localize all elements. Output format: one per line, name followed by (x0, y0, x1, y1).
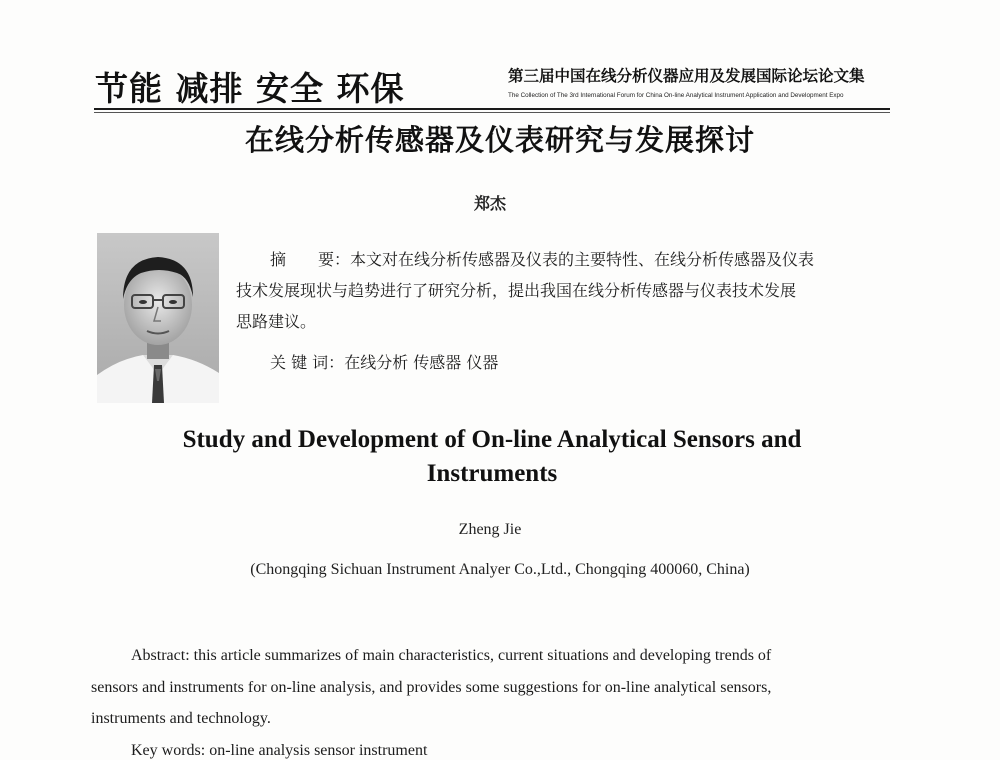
author-portrait-photo (97, 233, 219, 403)
paper-title-en-line: Study and Development of On-line Analytical Sensors and (182, 426, 802, 453)
abstract-cn-line: 本文对在线分析传感器及仪表的主要特性、在线分析传感器及仪表 (350, 250, 815, 269)
abstract-en-line: instruments and technology. (91, 710, 271, 727)
keywords-en: Key words: on-line analysis sensor instrument (131, 742, 428, 759)
header-slogan: 节能 减排 安全 环保 (95, 69, 405, 108)
abstract-cn (236, 244, 896, 337)
author-name-en: Zheng Jie (458, 521, 522, 538)
abstract-cn-label: 摘 要： (270, 250, 351, 269)
author-affiliation-en: (Chongqing Sichuan Instrument Analyer Co.,Ltd., Chongqing 400060, China) (250, 561, 750, 578)
keywords-cn (270, 350, 498, 373)
header-rule-thin (94, 112, 890, 113)
author-name-cn: 郑杰 (473, 194, 506, 213)
paper-title-en (0, 423, 984, 491)
keywords-cn-value: 在线分析 传感器 仪器 (344, 353, 499, 372)
collection-title-en: The Collection of The 3rd International Forum for China On-line Analytical Instrument Application and Development Expo (508, 92, 844, 99)
header-rule (94, 108, 890, 110)
collection-title-cn: 第三届中国在线分析仪器应用及发展国际论坛论文集 (508, 67, 865, 85)
abstract-cn-line: 技术发展现状与趋势进行了研究分析，提出我国在线分析传感器与仪表技术发展 (236, 281, 797, 300)
abstract-cn-line: 思路建议。 (236, 312, 317, 331)
keywords-cn-label: 关 键 词： (270, 353, 345, 372)
author-portrait-icon (97, 233, 219, 403)
abstract-en-line: Abstract: this article summarizes of main characteristics, current situations and developing trends of (131, 647, 772, 664)
abstract-en (91, 640, 899, 735)
abstract-en-line: sensors and instruments for on-line analysis, and provides some suggestions for on-line analytical sensors, (91, 678, 772, 696)
paper-title-cn: 在线分析传感器及仪表研究与发展探讨 (244, 123, 755, 157)
paper-title-en-line: Instruments (426, 460, 558, 487)
